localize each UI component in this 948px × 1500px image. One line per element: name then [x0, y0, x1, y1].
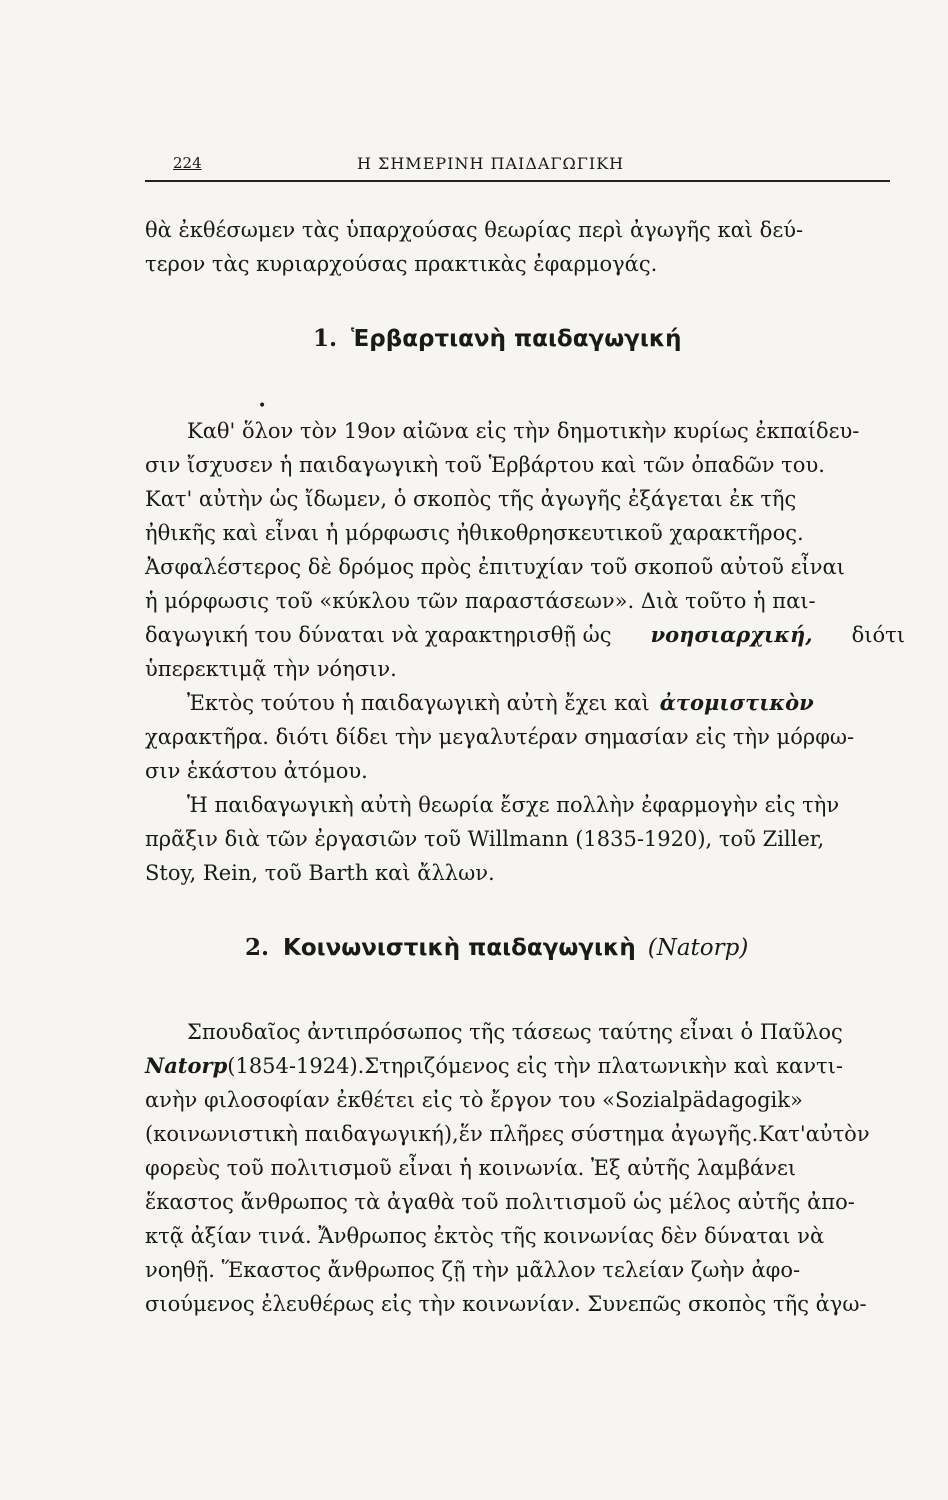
text-line: νοηθῇ. Ἕκαστος ἄνθρωπος ζῇ τὴν μᾶλλον τελείαν ζωὴν ἀφο-	[145, 1258, 801, 1282]
text-line: πρᾶξιν διὰ τῶν ἐργασιῶν τοῦ Willmann (1835-1920), τοῦ Ziller,	[145, 827, 825, 851]
text-line: Ἀσφαλέστερος δὲ δρόμος πρὸς ἐπιτυχίαν τοῦ σκοποῦ αὐτοῦ εἶναι	[145, 555, 845, 579]
intro-paragraph	[145, 213, 905, 281]
text-line: Ἡ παιδαγωγικὴ αὐτὴ θεωρία ἔσχε πολλὴν ἐφαρμογὴν εἰς τὴν	[187, 793, 840, 817]
text-fragment: διότι	[851, 623, 905, 647]
text-line: τερον τὰς κυριαρχούσας πρακτικὰς ἐφαρμογάς.	[145, 252, 658, 276]
text-line	[145, 1049, 905, 1083]
text-line: σιούμενος ἐλευθέρως εἰς τὴν κοινωνίαν. Συνεπῶς σκοπὸς τῆς ἀγω-	[145, 1292, 867, 1316]
section-heading-2	[245, 934, 748, 961]
text-line: ἡ μόρφωσις τοῦ «κύκλου τῶν παραστάσεων». Διὰ τοῦτο ἡ παι-	[145, 589, 816, 613]
text-line: ἕκαστος ἄνθρωπος τὰ ἀγαθὰ τοῦ πολιτισμοῦ ὡς μέλος αὐτῆς ἀπο-	[145, 1190, 855, 1214]
text-line: Καθ' ὅλον τὸν 19ον αἰῶνα εἰς τὴν δημοτικὴν κυρίως ἐκπαίδευ-	[187, 419, 860, 443]
text-line: κτᾷ ἀξίαν τινά. Ἄνθρωπος ἐκτὸς τῆς κοινωνίας δὲν δύναται νὰ	[145, 1224, 825, 1248]
section-heading-1	[313, 325, 682, 352]
text-line: σιν ἴσχυσεν ἡ παιδαγωγικὴ τοῦ Ἑρβάρτου καὶ τῶν ὀπαδῶν του.	[145, 453, 825, 477]
section-2-body	[145, 1015, 905, 1321]
text-line: ἠθικῆς καὶ εἶναι ἡ μόρφωσις ἠθικοθρησκευτικοῦ χαρακτῆρος.	[145, 521, 804, 545]
text-line: χαρακτῆρα. διότι δίδει τὴν μεγαλυτέραν σημασίαν εἰς τὴν μόρφω-	[145, 725, 855, 749]
text-line: Σπουδαῖος ἀντιπρόσωπος τῆς τάσεως ταύτης εἶναι ὁ Παῦλος	[187, 1020, 843, 1044]
text-line: (κοινωνιστικὴ παιδαγωγική),ἕν πλῆρες σύστημα ἀγωγῆς.Κατ'αὐτὸν	[145, 1122, 870, 1146]
section-number: 1.	[313, 325, 338, 352]
ornament-dot: •	[258, 398, 267, 414]
text-line: Stoy, Rein, τοῦ Barth καὶ ἄλλων.	[145, 861, 495, 885]
section-title: Κοινωνιστικὴ παιδαγωγικὴ	[283, 935, 636, 961]
text-line: σιν ἑκάστου ἀτόμου.	[145, 759, 368, 783]
text-fragment: (1854-1924).Στηριζόμενος εἰς τὴν πλατωνικὴν καὶ καντι-	[227, 1054, 843, 1078]
text-fragment: Ἐκτὸς τούτου ἡ παιδαγωγικὴ αὐτὴ ἔχει καὶ	[187, 691, 650, 715]
section-title-name: (Natorp)	[647, 935, 749, 961]
text-line: θὰ ἐκθέσωμεν τὰς ὑπαρχούσας θεωρίας περὶ ἀγωγῆς καὶ δεύ-	[145, 218, 804, 242]
page-number: 224	[173, 154, 202, 172]
text-line: ανὴν φιλοσοφίαν ἐκθέτει εἰς τὸ ἔργον του «Sozialpädagogik»	[145, 1088, 803, 1112]
emphasis-atomistikon: ἀτομιστικὸν	[659, 690, 814, 715]
text-line	[145, 686, 905, 720]
emphasis-noesiarchiki: νοησιαρχική,	[650, 622, 813, 647]
section-number: 2.	[245, 934, 270, 961]
running-header	[145, 154, 890, 182]
text-line	[145, 618, 905, 652]
emphasis-natorp: Natorp	[145, 1053, 228, 1078]
text-line: ὑπερεκτιμᾷ τὴν νόησιν.	[145, 657, 397, 681]
text-fragment: δαγωγική του δύναται νὰ χαρακτηρισθῇ ὡς	[145, 623, 612, 647]
text-line: φορεὺς τοῦ πολιτισμοῦ εἶναι ἡ κοινωνία. Ἐξ αὐτῆς λαμβάνει	[145, 1156, 797, 1180]
section-title: Ἑρβαρτιανὴ παιδαγωγική	[351, 326, 682, 352]
text-line: Κατ' αὐτὴν ὡς ἴδωμεν, ὁ σκοπὸς τῆς ἀγωγῆς ἐξάγεται ἐκ τῆς	[145, 487, 797, 511]
section-1-body	[145, 414, 905, 890]
running-title: Η ΣΗΜΕΡΙΝΗ ΠΑΙΔΑΓΩΓΙΚΗ	[357, 154, 625, 173]
